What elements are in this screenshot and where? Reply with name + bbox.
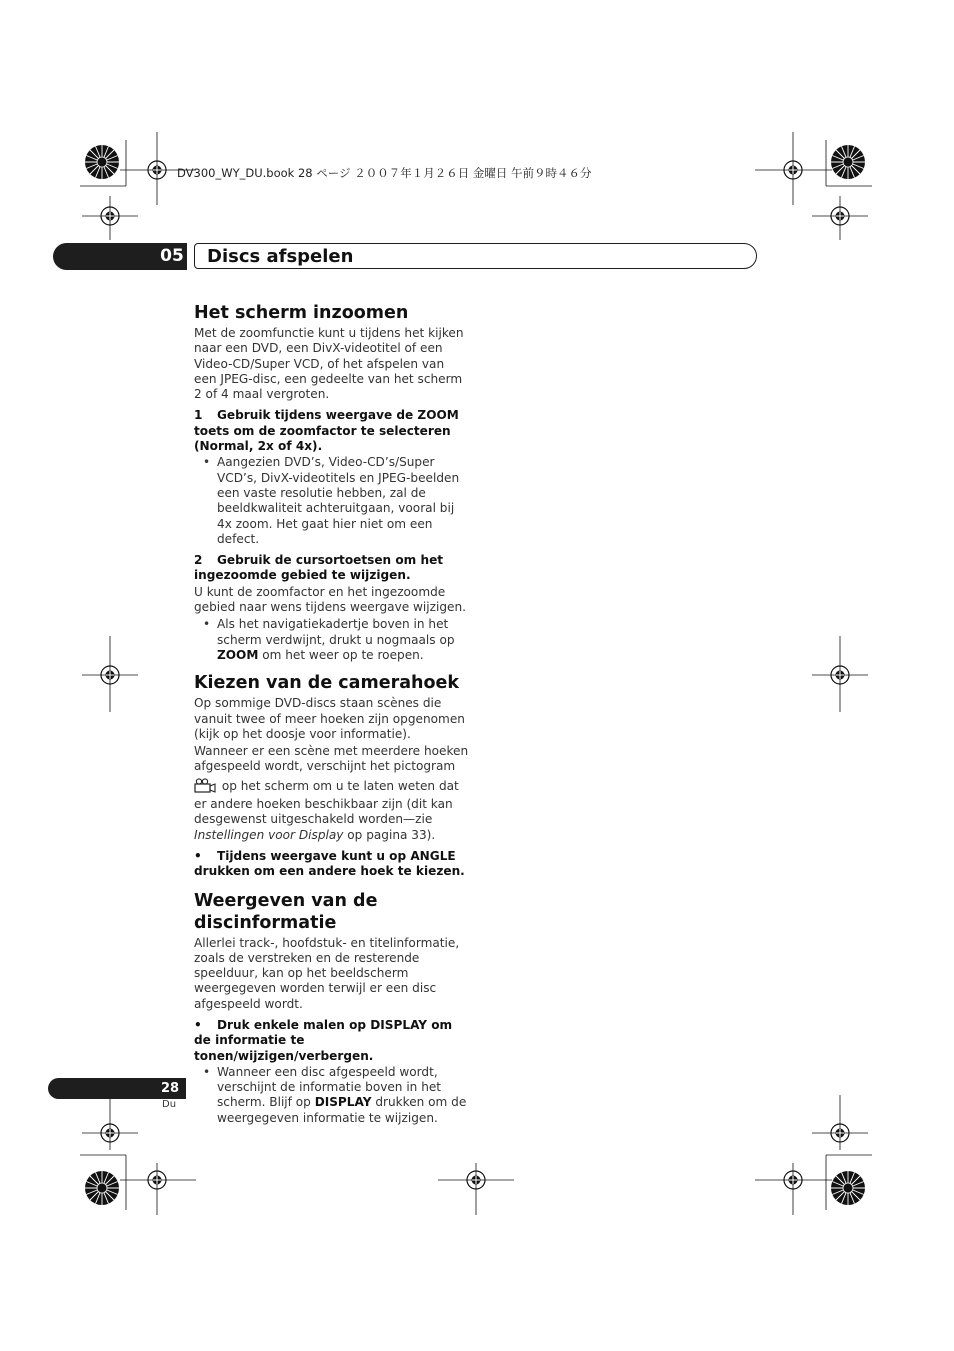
- bullet: •: [194, 1017, 202, 1032]
- info-instruction: [194, 1018, 470, 1064]
- key-name: DISPLAY: [314, 1095, 372, 1110]
- angle-text: op het scherm om u te laten weten dat er andere hoeken beschikbaar zijn (dit kan desgewenst uitgeschakeld worden—zie: [194, 778, 459, 827]
- list-item: [194, 617, 470, 663]
- settings-reference: Instellingen voor Display: [194, 827, 344, 842]
- zoom-step-2-notes: [194, 617, 470, 663]
- note-text: Als het navigatiekadertje boven in het scherm verdwijnt, drukt u nogmaals op: [217, 617, 455, 647]
- bullet: •: [194, 848, 202, 863]
- chapter-title: Discs afspelen: [207, 246, 354, 267]
- main-column: [194, 302, 470, 1128]
- zoom-step-2: [194, 553, 470, 584]
- angle-text: op pagina 33).: [343, 827, 436, 842]
- note-text: drukken om de weergegeven informatie te wijzigen.: [217, 1095, 467, 1125]
- camera-icon: [194, 778, 216, 797]
- note-text: Wanneer een disc afgespeeld wordt, verschijnt de informatie boven in het scherm. Blijf op: [217, 1064, 442, 1110]
- step-number: 2: [194, 553, 203, 568]
- step-text: Gebruik tijdens weergave de ZOOM toets om de zoomfactor te selecteren (Normal, 2x of 4x).: [194, 408, 459, 454]
- zoom-intro: Met de zoomfunctie kunt u tijdens het kijken naar een DVD, een DivX-videotitel of een Video-CD/Super VCD, of het afspelen van een JPEG-disc, een gedeelte van het scherm 2 of 4 maal vergroten.: [194, 326, 464, 402]
- section-title-zoom: Het scherm inzoomen: [194, 303, 409, 323]
- page-number: 28: [160, 1081, 180, 1096]
- list-item: • Aangezien DVD’s, Video-CD’s/Super VCD’s, DivX-videotitels en JPEG-beelden een vaste resolutie hebben, zal de beeldkwaliteit achteruitgaan, vooral bij 4x zoom. Het gaat hier niet om een defect.: [194, 455, 470, 547]
- page-language: Du: [162, 1099, 177, 1110]
- print-file-header: DV300_WY_DU.book 28 ページ ２００７年１月２６日 金曜日 午前９時４６分: [177, 166, 592, 180]
- angle-instruction: [194, 849, 470, 880]
- info-para-1: Allerlei track-, hoofdstuk- en titelinformatie, zoals de verstreken en de resterende speelduur, kan op het beeldscherm weergegeven worden terwijl er een disc afgespeeld wordt.: [194, 935, 460, 1011]
- zoom-step-1-notes: [194, 455, 470, 547]
- step-text: Druk enkele malen op DISPLAY om de informatie te tonen/wijzigen/verbergen.: [194, 1017, 453, 1063]
- zoom-step-1: [194, 408, 470, 454]
- angle-para-3: [194, 778, 470, 843]
- list-item: [194, 1065, 470, 1126]
- section-title-angle: Kiezen van de camerahoek: [194, 673, 460, 694]
- info-notes: [194, 1065, 470, 1126]
- angle-para-1: Op sommige DVD-discs staan scènes die vanuit twee of meer hoeken zijn opgenomen (kijk op het doosje voor informatie).: [194, 696, 465, 741]
- chapter-number: 05: [160, 246, 184, 266]
- note-text: om het weer op te roepen.: [258, 647, 424, 662]
- key-name: ZOOM: [217, 647, 259, 662]
- section-title-info: Weergeven van de discinformatie: [194, 890, 378, 933]
- zoom-step-2-text: U kunt de zoomfactor en het ingezoomde gebied naar wens tijdens weergave wijzigen.: [194, 584, 466, 615]
- step-text: Gebruik de cursortoetsen om het ingezoomde gebied te wijzigen.: [194, 553, 444, 583]
- step-number: 1: [194, 408, 203, 423]
- angle-para-2: Wanneer er een scène met meerdere hoeken afgespeeld wordt, verschijnt het pictogram: [194, 744, 469, 774]
- step-text: Tijdens weergave kunt u op ANGLE drukken om een andere hoek te kiezen.: [194, 848, 465, 879]
